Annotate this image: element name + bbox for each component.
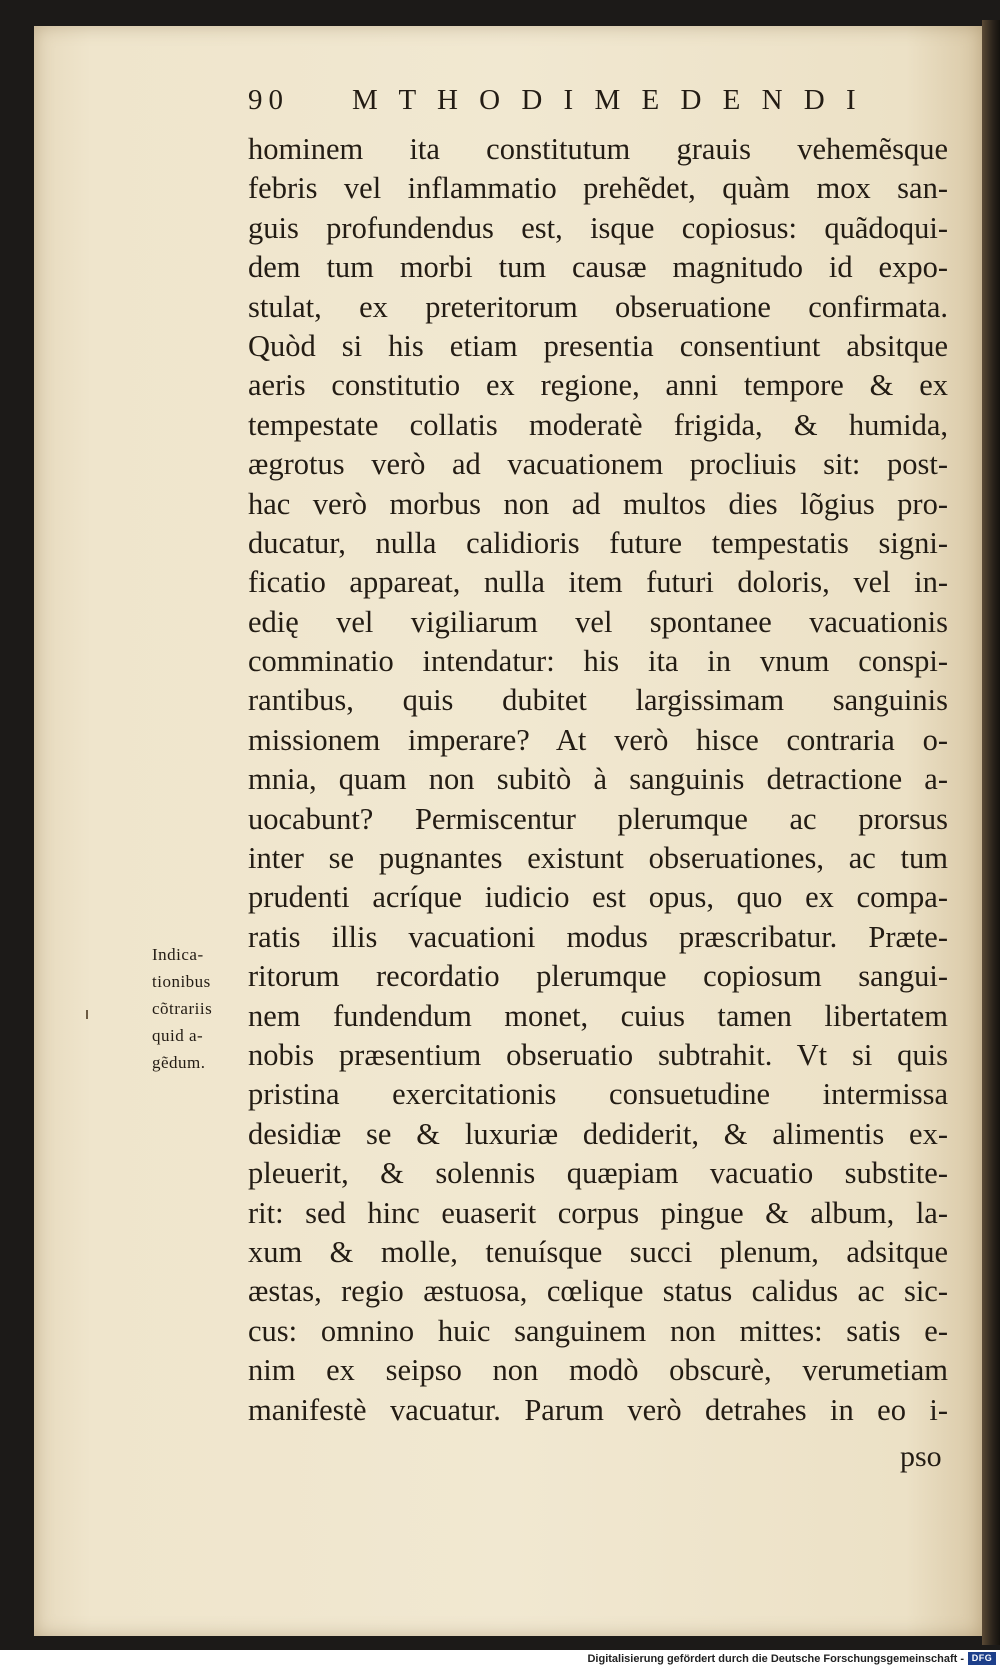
text-line: nim ex seipso non modò obscurè, verumetiam	[248, 1353, 948, 1388]
text-line: rit: sed hinc euaserit corpus pingue & album, la-	[248, 1195, 948, 1230]
catchword: pso	[900, 1440, 942, 1473]
text-line: missionem imperare? At verò hisce contraria o-	[248, 722, 948, 757]
text-line: tempestate collatis moderatè frigida, & humida,	[248, 407, 948, 442]
text-line: æstas, regio æstuosa, cœlique status calidus ac sic-	[248, 1274, 948, 1309]
text-line: febris vel inflammatio prehẽdet, quàm mox san-	[248, 171, 948, 206]
text-line: uocabunt? Permiscentur plerumque ac prorsus	[248, 801, 948, 836]
text-line: xum & molle, tenuísque succi plenum, adsitque	[248, 1234, 948, 1269]
text-line: hac verò morbus non ad multos dies lõgius pro-	[248, 486, 948, 521]
text-line: edię vel vigiliarum vel spontanee vacuationis	[248, 604, 948, 639]
marginal-note-line: gẽdum.	[152, 1053, 206, 1072]
marginal-note-line: cõtrariis	[152, 999, 213, 1018]
dfg-logo: DFG	[968, 1652, 996, 1665]
margin-ink-mark	[86, 1010, 88, 1019]
running-head-title: M T H O D I M E D E N D I	[352, 84, 863, 116]
text-line: ficatio appareat, nulla item futuri doloris, vel in-	[248, 565, 948, 600]
book-page-edge	[982, 20, 1000, 1645]
text-line: ratis illis vacuationi modus præscribatur. Præte-	[248, 919, 948, 954]
marginal-note-line: Indica-	[152, 945, 204, 964]
text-line: cus: omnino huic sanguinem non mittes: satis e-	[248, 1313, 948, 1348]
marginal-note	[152, 941, 244, 1076]
text-line: manifestè vacuatur. Parum verò detrahes in eo i-	[248, 1392, 948, 1427]
text-line: dem tum morbi tum causæ magnitudo id expo-	[248, 250, 948, 285]
text-line: stulat, ex preteritorum obseruatione confirmata.	[248, 289, 948, 324]
page-number: 90	[248, 84, 289, 116]
text-line: pleuerit, & solennis quæpiam vacuatio substite-	[248, 1156, 948, 1191]
footer-credit: Digitalisierung gefördert durch die Deutsche Forschungsgemeinschaft -	[587, 1653, 964, 1665]
text-line: mnia, quam non subitò à sanguinis detractione a-	[248, 762, 948, 797]
text-line: rantibus, quis dubitet largissimam sanguinis	[248, 683, 948, 718]
text-line: hominem ita constitutum grauis vehemẽsque	[248, 132, 948, 166]
running-head	[248, 84, 863, 124]
text-line: guis profundendus est, isque copiosus: quãdoqui-	[248, 210, 948, 245]
text-line: pristina exercitationis consuetudine intermissa	[248, 1077, 948, 1112]
text-line: aeris constitutio ex regione, anni tempore & ex	[248, 368, 948, 403]
text-line: prudenti acríque iudicio est opus, quo ex compa-	[248, 880, 948, 915]
text-line: ritorum recordatio plerumque copiosum sangui-	[248, 959, 948, 994]
text-line: ducatur, nulla calidioris future tempestatis signi-	[248, 525, 948, 560]
marginal-note-line: tionibus	[152, 972, 211, 991]
body-text-block	[248, 130, 948, 1430]
text-line: Quòd si his etiam presentia consentiunt absitque	[248, 328, 948, 363]
text-line: desidiæ se & luxuriæ dediderit, & alimentis ex-	[248, 1116, 948, 1151]
text-line: comminatio intendatur: his ita in vnum conspi-	[248, 644, 948, 679]
text-line: inter se pugnantes existunt obseruationes, ac tum	[248, 841, 948, 876]
text-line: nobis præsentium obseruatio subtrahit. Vt si quis	[248, 1037, 948, 1072]
marginal-note-line: quid a-	[152, 1026, 204, 1045]
text-line: nem fundendum monet, cuius tamen libertatem	[248, 998, 948, 1033]
text-line: ægrotus verò ad vacuationem procliuis sit: post-	[248, 447, 948, 482]
